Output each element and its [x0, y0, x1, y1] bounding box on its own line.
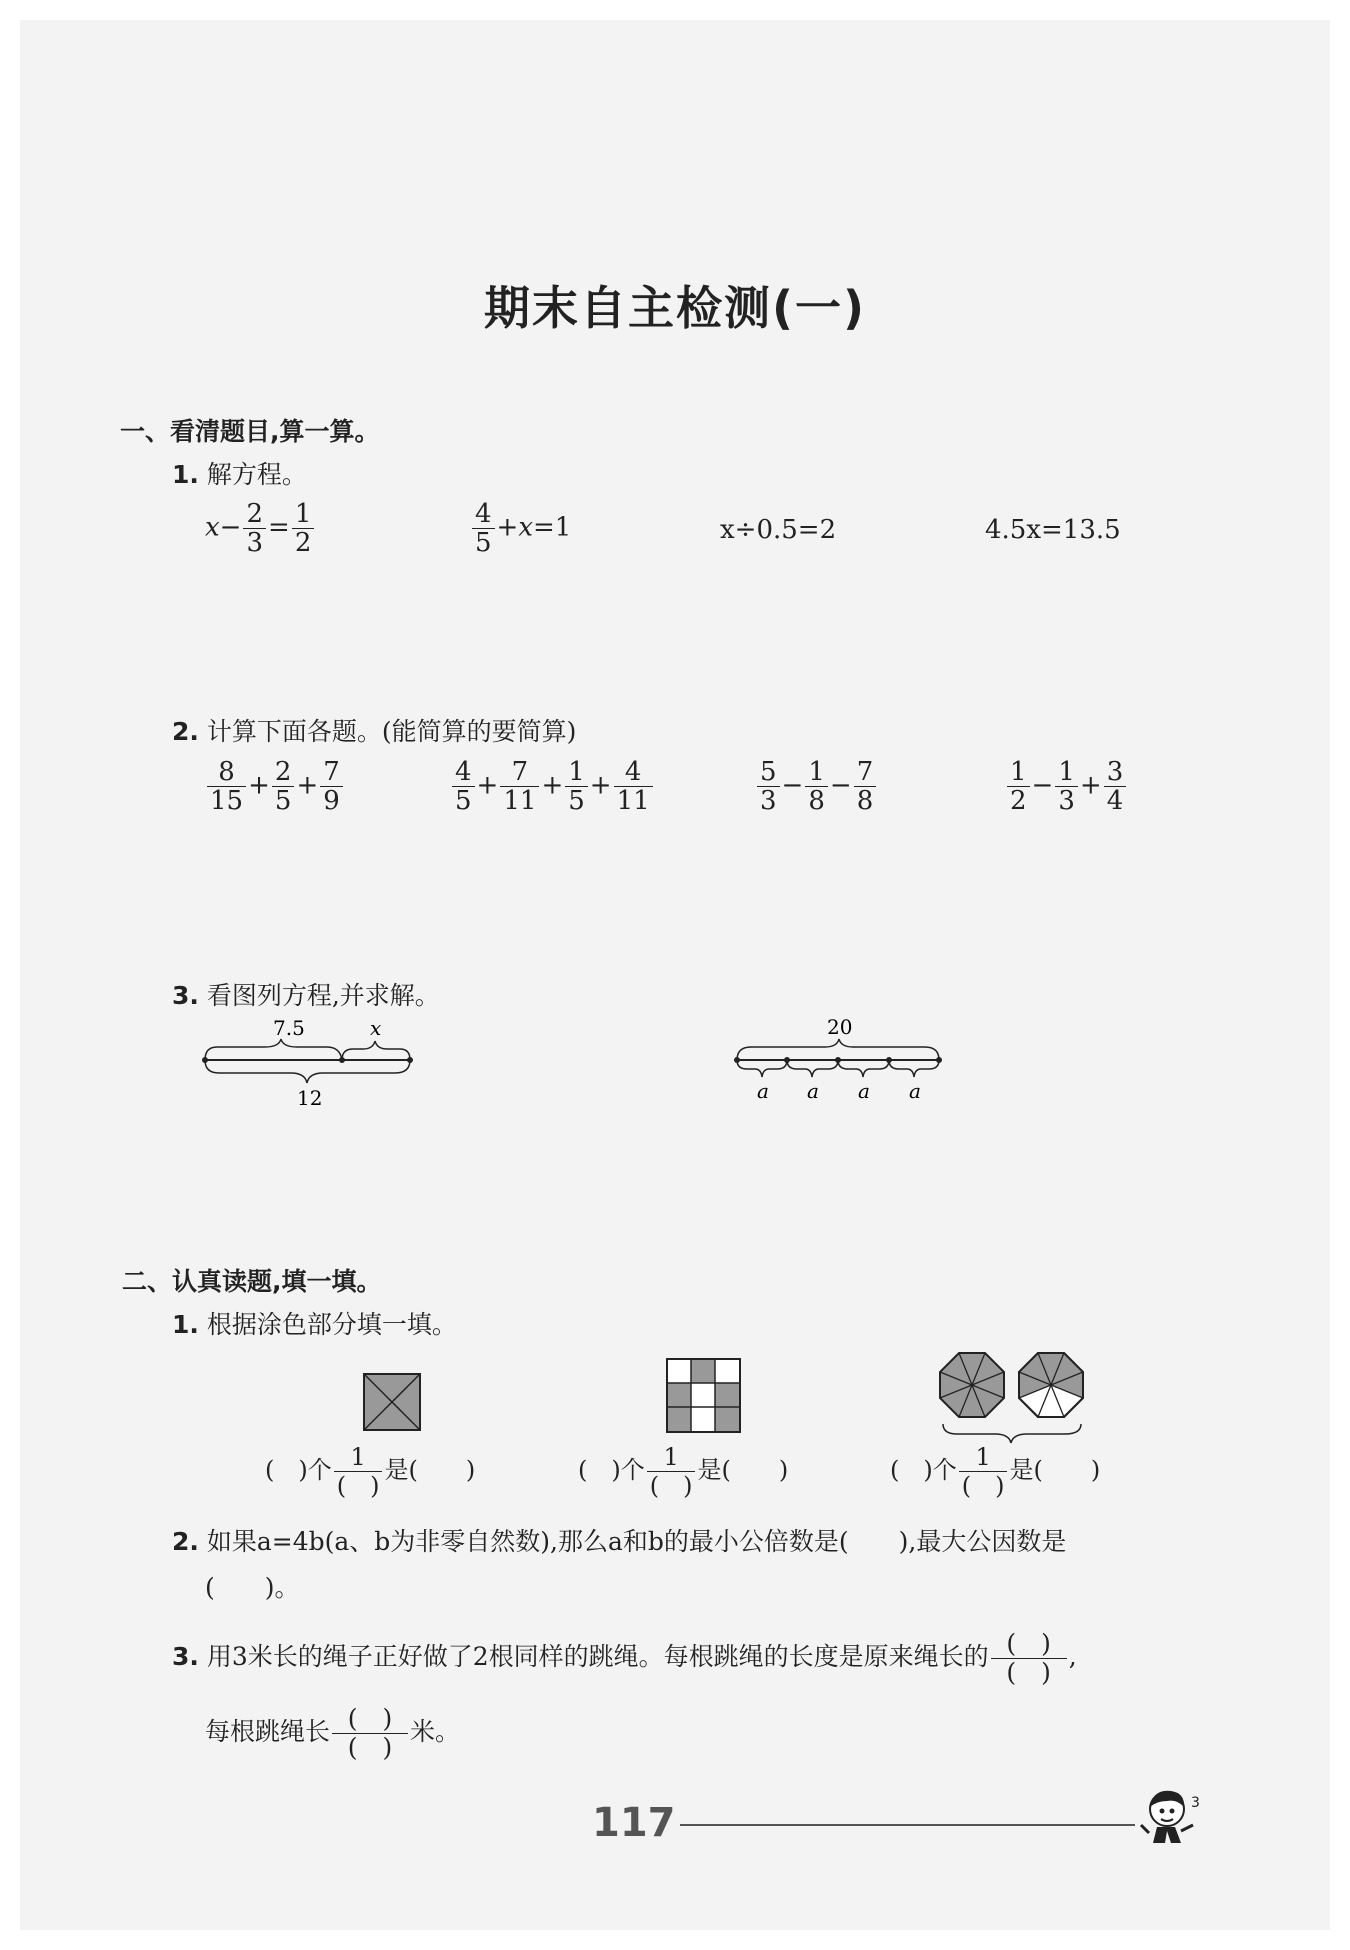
question-number: 2. — [172, 1527, 199, 1556]
calc-4: $\frac{1}{2}$ − $\frac{1}{3}$ + $\frac{3}{4}$ — [1005, 758, 1128, 815]
diagram-2-segment-label: a — [858, 1079, 870, 1103]
question-number: 1. — [172, 460, 199, 489]
segment-diagram-1 — [195, 1015, 430, 1115]
question-text: 解方程。 — [206, 460, 307, 489]
question-text-line-1: 如果a=4b(a、b为非零自然数),那么a和b的最小公倍数是( ),最大公因数是 — [206, 1527, 1067, 1556]
page-number: 117 — [592, 1800, 676, 1846]
equation-1: x− $\frac{2}{3}$ = $\frac{1}{2}$ — [205, 500, 316, 557]
fill-blank-2[interactable]: ( )个 $\frac{1}{( )}$ 是( ) — [578, 1443, 789, 1500]
shaded-square-figure — [362, 1372, 422, 1432]
diagram-2-segment-label: a — [807, 1079, 819, 1103]
shaded-grid-figure — [665, 1357, 742, 1434]
diagram-1-label-bottom: 12 — [297, 1086, 323, 1110]
fraction-blank[interactable]: $\frac{( )}{( )}$ — [332, 1705, 408, 1762]
question-2-3-line-2: 每根跳绳长 $\frac{( )}{( )}$ 米。 — [205, 1704, 461, 1762]
shaded-octagons-figure — [935, 1350, 1095, 1452]
diagram-1-label-left: 7.5 — [273, 1016, 305, 1040]
footer-rule — [680, 1824, 1135, 1826]
question-text: 根据涂色部分填一填。 — [206, 1310, 457, 1339]
question-1-1 — [172, 455, 307, 491]
calc-3: $\frac{5}{3}$ − $\frac{1}{8}$ − $\frac{7}{8}$ — [755, 758, 878, 815]
equation-4: 4.5x=13.5 — [985, 515, 1121, 545]
question-2-2 — [172, 1522, 1232, 1558]
question-number: 2. — [172, 717, 199, 746]
fill-blank-3[interactable]: ( )个 $\frac{1}{( )}$ 是( ) — [890, 1443, 1101, 1500]
segment-diagram-2 — [725, 1015, 960, 1115]
section-1-heading: 一、看清题目,算一算。 — [120, 417, 380, 446]
section-2-heading: 二、认真读题,填一填。 — [122, 1267, 382, 1296]
question-1-2 — [172, 712, 576, 748]
question-text: 计算下面各题。(能简算的要简算) — [206, 717, 577, 746]
question-number: 1. — [172, 1310, 199, 1339]
diagram-2-segment-label: a — [757, 1079, 769, 1103]
page-title: 期末自主检测(一) — [483, 281, 867, 335]
diagram-2-segment-label: a — [909, 1079, 921, 1103]
question-text-line-1: 用3米长的绳子正好做了2根同样的跳绳。每根跳绳的长度是原来绳长的 — [206, 1642, 989, 1671]
question-text: 看图列方程,并求解。 — [206, 981, 440, 1010]
question-2-1 — [172, 1305, 457, 1341]
fill-blank-1[interactable]: ( )个 $\frac{1}{( )}$ 是( ) — [265, 1443, 476, 1500]
question-2-3: 3. 用3米长的绳子正好做了2根同样的跳绳。每根跳绳的长度是原来绳长的 $\frac{( )}{( )}$ , — [172, 1629, 1077, 1687]
diagram-1-label-right: x — [370, 1016, 382, 1040]
question-number: 3. — [172, 981, 199, 1010]
equation-3: x÷0.5=2 — [720, 515, 837, 545]
question-2-2-line-2[interactable]: ( )。 — [205, 1573, 300, 1602]
svg-text:3: 3 — [1191, 1795, 1200, 1811]
calc-1: $\frac{8}{15}$ + $\frac{2}{5}$ + $\frac{7}{9}$ — [205, 758, 345, 815]
fraction-blank[interactable]: $\frac{( )}{( )}$ — [991, 1630, 1067, 1687]
calc-2: $\frac{4}{5}$ + $\frac{7}{11}$ + $\frac{1}{5}$ + $\frac{4}{11}$ — [450, 758, 655, 815]
diagram-2-label-top: 20 — [827, 1015, 853, 1039]
question-number: 3. — [172, 1642, 199, 1671]
cartoon-mascot-icon — [1135, 1785, 1210, 1860]
question-1-3 — [172, 976, 440, 1012]
equation-2: $\frac{4}{5}$ +x=1 — [470, 500, 571, 557]
